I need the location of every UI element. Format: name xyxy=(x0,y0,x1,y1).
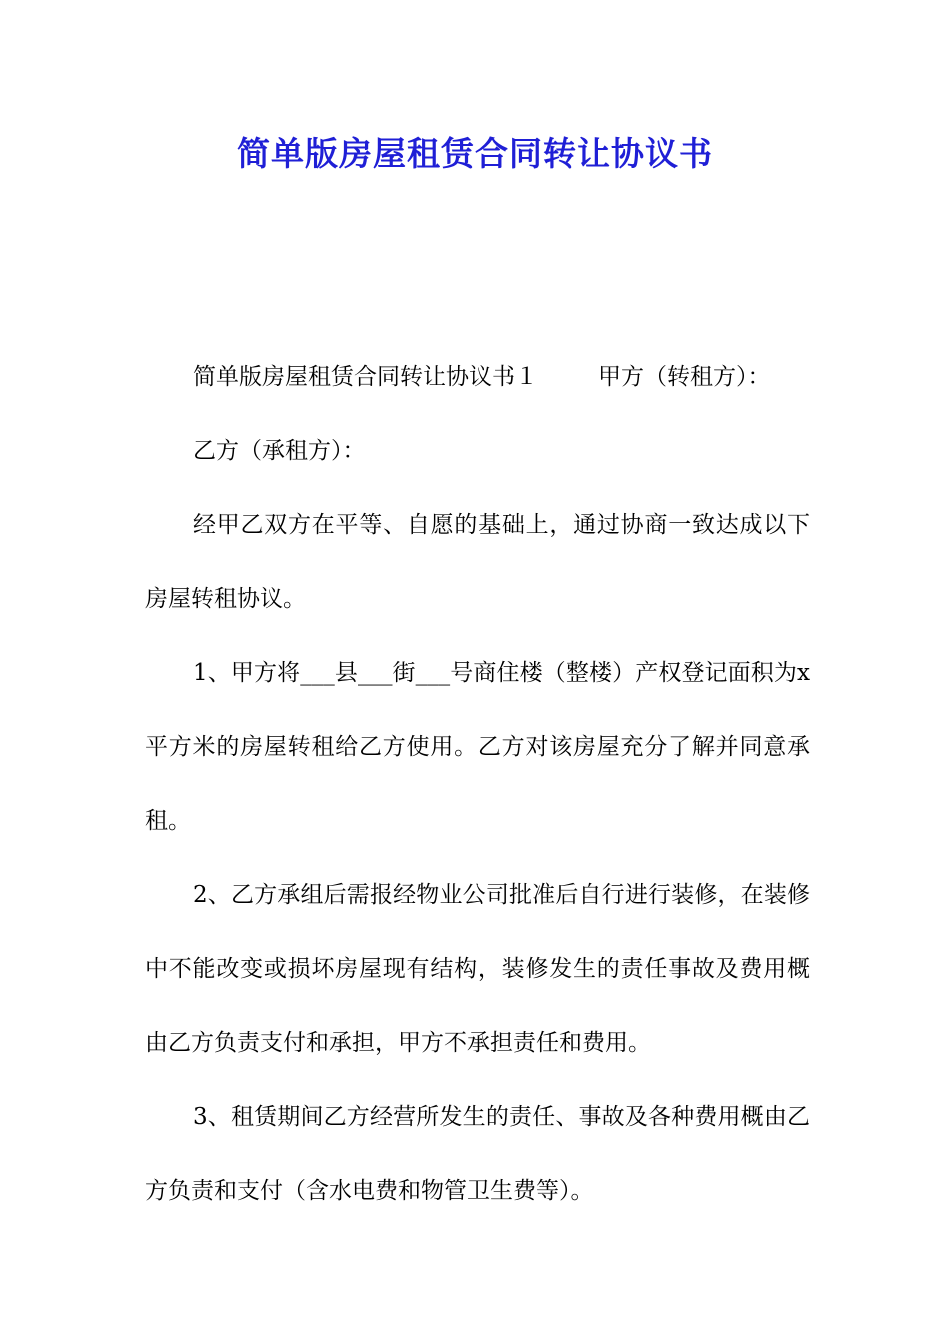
intro-line xyxy=(145,340,810,414)
party-a-label: 甲方（转租方）： xyxy=(598,364,771,390)
paragraph-clause-2: 2、乙方承组后需报经物业公司批准后自行进行装修，在装修中不能改变或损坏房屋现有结构，装修发生的责任事故及费用概由乙方负责支付和承担，甲方不承担责任和费用。 xyxy=(145,882,810,1056)
document-body xyxy=(145,340,810,1228)
paragraph-clause-1: 1、甲方将___县___街___号商住楼（整楼）产权登记面积为x平方米的房屋转租给乙方使用。乙方对该房屋充分了解并同意承租。 xyxy=(145,660,810,834)
paragraph-clause-3: 3、租赁期间乙方经营所发生的责任、事故及各种费用概由乙方负责和支付（含水电费和物管卫生费等）。 xyxy=(145,1104,810,1204)
document-title: 简单版房屋租赁合同转让协议书 xyxy=(237,134,713,173)
intro-heading: 简单版房屋租赁合同转让协议书１ xyxy=(193,364,538,390)
party-b-label: 乙方（承租方）： xyxy=(193,438,366,464)
paragraph-preamble: 经甲乙双方在平等、自愿的基础上，通过协商一致达成以下房屋转租协议。 xyxy=(145,512,810,612)
